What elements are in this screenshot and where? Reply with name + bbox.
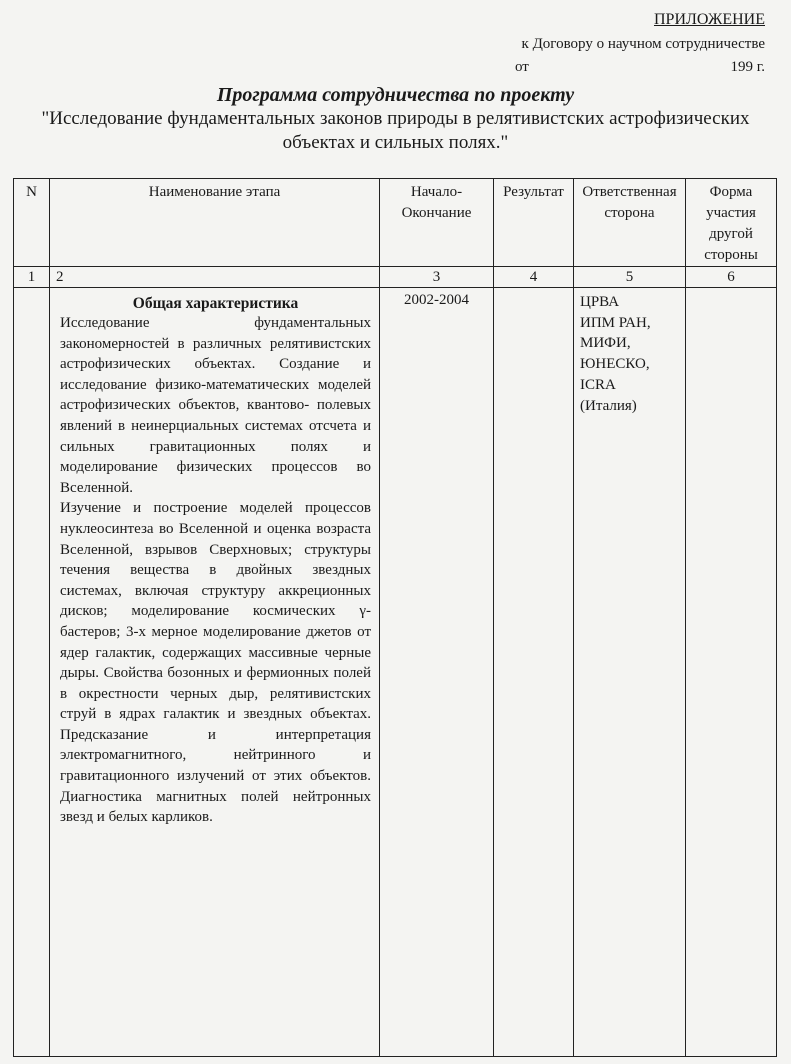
col-number: 4 xyxy=(494,267,574,288)
col-number: 6 xyxy=(686,267,777,288)
col-number: 3 xyxy=(380,267,494,288)
col-header-result: Результат xyxy=(494,179,574,267)
appendix-title: ПРИЛОЖЕНИЕ xyxy=(653,11,765,28)
stage-description-cell xyxy=(50,288,380,1057)
party-item: МИФИ, xyxy=(580,335,631,352)
col-header-start-end: Начало-Окончание xyxy=(380,179,494,267)
col-header-stage-name: Наименование этапа xyxy=(50,179,380,267)
col-header-responsible-party: Ответственная сторона xyxy=(574,179,686,267)
result-cell xyxy=(494,288,574,1057)
party-item: ICRA xyxy=(580,376,616,393)
party-item: ЦРВА xyxy=(580,294,620,310)
stage-heading: Общая характеристика xyxy=(132,295,299,312)
column-number-row xyxy=(14,267,777,288)
program-title: Программа сотрудничества по проекту xyxy=(216,84,575,106)
from-label: от xyxy=(515,59,529,75)
other-party-form-cell xyxy=(686,288,777,1057)
col-number: 2 xyxy=(50,267,380,288)
responsible-party-cell xyxy=(574,288,686,1057)
project-name: "Исследование фундаментальных законов природы в релятивистских астрофизических объектах и сильных полях." xyxy=(41,108,750,153)
col-number: 1 xyxy=(14,267,50,288)
table-header-row xyxy=(14,179,777,267)
party-item: (Италия) xyxy=(580,397,637,414)
stage-paragraph: Изучение и построение моделей процессов нуклеосинтеза во Вселенной и оценка возраста Вселенной, взрывов Сверхновых; структуры течения вещества в двойных звездных системах, включая структуру аккреционных дисков; моделирование космических γ- бастеров; 3-х мерное моделирование джетов от ядер галактик, содержащих массивные черные дыры. Свойства бозонных и фермионных полей в окрестности черных дыр, релятивистских струй в ядрах галактик и звездных объектах. Предсказание и интерпретация электромагнитного, нейтринного и гравитационного излучений от этих объектов. Диагностика магнитных полей нейтронных звезд и белых карликов. xyxy=(60,500,371,826)
party-item: ЮНЕСКО, xyxy=(580,356,650,373)
party-item: ИПМ РАН, xyxy=(580,314,651,331)
stage-paragraph: Исследование фундаментальных закономерностей в различных релятивистских астрофизических объектах. Создание и исследование физико-математических моделей астрофизических объектов, квантово- полевых явлений в неинерциальных системах отсчета и сильных гравитационных полях и моделирование физических процессов во Вселенной. xyxy=(60,315,371,496)
period-cell: 2002-2004 xyxy=(380,288,494,1057)
contract-reference: к Договору о научном сотрудничестве xyxy=(521,36,765,52)
year-label: 199 г. xyxy=(730,59,765,75)
col-header-other-party-form: Форма участия другой стороны xyxy=(686,179,777,267)
col-number: 5 xyxy=(574,267,686,288)
stages-table xyxy=(13,178,777,1057)
row-number-cell xyxy=(14,288,50,1057)
col-header-number: N xyxy=(14,179,50,267)
table-row xyxy=(14,288,777,1057)
